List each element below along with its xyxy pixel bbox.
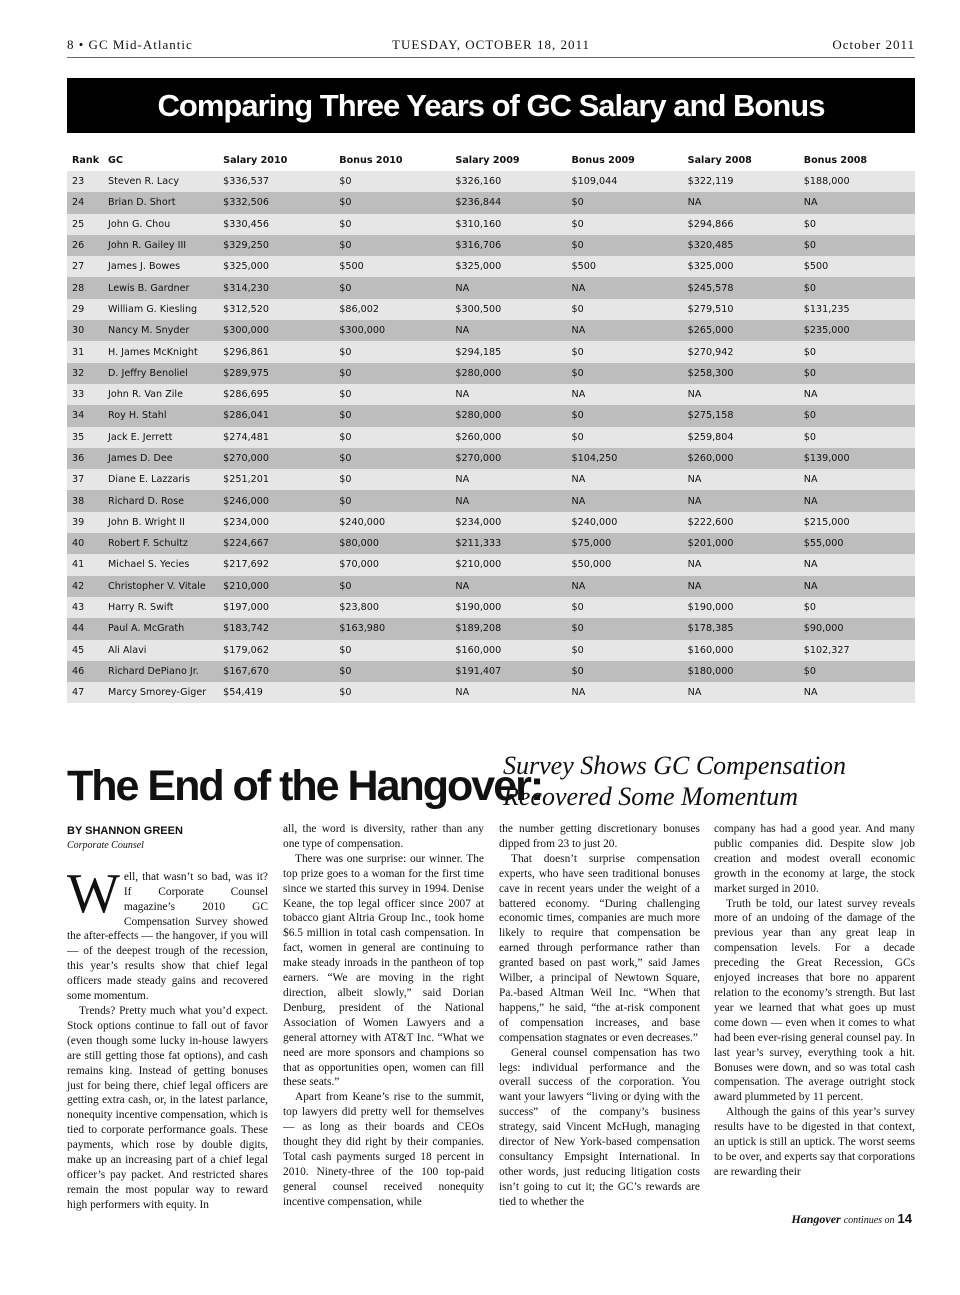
cell-bonus-2010: $300,000 [339,325,386,337]
cell-salary-2009: $234,000 [455,516,502,528]
cell-salary-2009: $191,407 [455,665,502,677]
cell-bonus-2010: $0 [339,431,352,443]
cell-salary-2010: $289,975 [223,367,269,379]
table-row [67,597,915,618]
cell-bonus-2010: $0 [339,474,352,486]
cell-salary-2010: $314,230 [223,282,269,294]
salary-table [67,149,915,703]
cell-salary-2009: $189,208 [455,623,502,635]
cell-bonus-2009: $0 [571,644,584,656]
cell-salary-2010: $251,201 [223,474,269,486]
cell-salary-2008: NA [687,197,702,209]
cell-bonus-2009: NA [571,325,586,337]
cell-rank: 38 [72,495,85,507]
table-row [67,256,915,277]
cell-bonus-2008: $102,327 [803,644,850,656]
cell-salary-2010: $179,062 [223,644,269,656]
jump-label: Hangover [791,1212,841,1226]
cell-salary-2010: $274,481 [223,431,269,443]
cell-salary-2008: $325,000 [687,261,734,273]
jump-continues: continues on [843,1215,895,1226]
cell-bonus-2009: $0 [571,218,584,230]
cell-bonus-2010: $0 [339,665,352,677]
cell-salary-2010: $167,670 [223,665,269,677]
deck-line-1: Survey Shows GC Compensation [503,751,847,780]
cell-salary-2008: $322,119 [687,176,734,188]
cell-salary-2009: $280,000 [455,410,502,422]
table-row [67,363,915,384]
cell-salary-2010: $270,000 [223,453,269,464]
col-header-bonus-2009: Bonus 2009 [571,154,635,166]
cell-bonus-2008: $90,000 [803,623,844,635]
cell-salary-2008: $279,510 [687,303,734,315]
cell-salary-2008: $180,000 [687,665,734,677]
cell-bonus-2008: $0 [803,431,816,443]
cell-bonus-2009: NA [571,474,586,486]
cell-bonus-2010: $0 [339,367,352,379]
table-row [67,427,915,448]
cell-salary-2008: $201,000 [687,538,734,550]
cell-gc: H. James McKnight [108,346,198,358]
cell-bonus-2009: $0 [571,623,584,635]
cell-bonus-2008: $0 [803,665,816,677]
cell-bonus-2009: NA [571,282,586,294]
cell-salary-2008: $294,866 [687,218,734,230]
cell-salary-2010: $329,250 [223,240,269,252]
table-row [67,618,915,639]
article-column-3 [499,822,700,1210]
cell-bonus-2010: $23,800 [339,602,379,614]
drop-cap: W [67,862,120,925]
cell-bonus-2010: $0 [339,240,352,252]
article-paragraph: Trends? Pretty much what you’d expect. Stock options continue to fall out of favor (even though some lucky in-house lawyers are still getting those fat options), and cash remains king. Instead of getting bonuses just for being there, chief legal officers are getting extra cash, or, in the latest parlance, nonequity incentive compensation, which is tied to corporate performance goals. These payments, which rose by double digits, make up an increasing part of a chief legal officer’s pay packet. And restricted shares remain the most popular way to reward high performers with equity. In [67,1004,268,1211]
cell-bonus-2009: $0 [571,197,584,209]
cell-rank: 36 [72,453,85,464]
cell-rank: 26 [72,240,85,252]
table-row [67,448,915,469]
cell-salary-2010: $286,695 [223,389,269,401]
cell-bonus-2008: $0 [803,240,816,252]
byline: BY SHANNON GREEN [67,825,183,837]
table-row [67,661,915,682]
cell-bonus-2008: $0 [803,367,816,379]
cell-salary-2010: $312,520 [223,303,269,315]
article-paragraph: company has had a good year. And many public companies did. Despite slow job creation and modest overall economic growth in the economy at large, the stock market surged in 2010. [714,823,915,895]
cell-gc: Diane E. Lazzaris [108,474,190,486]
cell-rank: 29 [72,303,85,315]
cell-salary-2009: $210,000 [455,559,502,571]
cell-salary-2008: $190,000 [687,602,734,614]
table-row [67,554,915,575]
cell-salary-2009: $300,500 [455,303,502,315]
cell-bonus-2010: $163,980 [339,623,386,635]
table-row [67,533,915,554]
cell-salary-2010: $224,667 [223,538,269,550]
cell-gc: Jack E. Jerrett [108,431,173,443]
jump-line[interactable] [791,1211,912,1227]
cell-gc: Robert F. Schultz [108,538,188,550]
article-paragraph: the number getting discretionary bonuses dipped from 23 to just 20. [499,823,700,850]
cell-bonus-2009: $0 [571,665,584,677]
cell-salary-2008: $275,158 [687,410,734,422]
cell-rank: 35 [72,431,85,443]
cell-bonus-2008: $0 [803,602,816,614]
table-row [67,320,915,341]
cell-bonus-2010: $0 [339,687,352,699]
cell-gc: Richard DePiano Jr. [108,665,199,677]
table-row [67,640,915,661]
cell-rank: 42 [72,580,85,592]
cell-salary-2010: $330,456 [223,218,269,230]
table-row [67,341,915,362]
cell-bonus-2010: $0 [339,218,352,230]
col-header-salary-2009: Salary 2009 [455,154,520,166]
cell-salary-2008: $259,804 [687,431,734,443]
article-column-4 [714,822,915,1180]
cell-bonus-2009: $0 [571,410,584,422]
cell-salary-2009: $294,185 [455,346,502,358]
cell-salary-2008: NA [687,559,702,571]
salary-table-body [67,171,915,703]
cell-salary-2008: NA [687,580,702,592]
article-headline: The End of the Hangover: [67,762,543,810]
cell-bonus-2009: NA [571,580,586,592]
cell-bonus-2008: $139,000 [803,453,850,464]
cell-bonus-2008: NA [803,389,818,401]
table-row [67,214,915,235]
cell-bonus-2009: $0 [571,346,584,358]
jump-page-number: 14 [897,1211,912,1226]
cell-salary-2010: $336,537 [223,176,269,188]
cell-salary-2010: $296,861 [223,346,269,358]
col-header-rank: Rank [72,154,100,166]
deck-line-2: Recovered Some Momentum [503,782,799,811]
cell-salary-2008: $258,300 [687,367,734,379]
cell-bonus-2010: $86,002 [339,303,379,315]
cell-salary-2009: NA [455,495,470,507]
cell-bonus-2010: $500 [339,261,364,273]
col-header-bonus-2010: Bonus 2010 [339,154,403,166]
cell-gc: James D. Dee [108,453,173,464]
cell-salary-2009: NA [455,389,470,401]
cell-rank: 32 [72,367,85,379]
cell-bonus-2008: NA [803,495,818,507]
folio-date: TUESDAY, OCTOBER 18, 2011 [392,37,590,52]
cell-gc: Nancy M. Snyder [108,325,190,337]
cell-salary-2010: $210,000 [223,580,269,592]
table-row [67,469,915,490]
cell-gc: Richard D. Rose [108,495,185,507]
cell-salary-2009: NA [455,325,470,337]
cell-bonus-2008: $188,000 [803,176,850,188]
cell-gc: Roy H. Stahl [108,410,167,422]
col-header-gc: GC [108,154,123,166]
col-header-salary-2010: Salary 2010 [223,154,288,166]
cell-gc: John R. Van Zile [108,389,183,401]
cell-bonus-2009: $50,000 [571,559,612,571]
folio-issue: October 2011 [832,37,915,52]
col-header-bonus-2008: Bonus 2008 [803,154,868,166]
article-paragraph: all, the word is diversity, rather than any one type of compensation. [283,823,484,850]
cell-gc: Marcy Smorey-Giger [108,687,207,699]
cell-salary-2008: $265,000 [687,325,734,337]
cell-rank: 23 [72,176,85,188]
article-paragraph: Truth be told, our latest survey reveals more of an undoing of the damage of the previous year than any great leap in compensation levels. For a decade preceding the Great Recession, GCs enjoyed increases that bore no apparent relation to the economy’s strength. But last year we learned that what goes up must come down — even when it comes to what had been ever-rising general counsel pay. In last year’s survey, everything took a hit. Bonuses were down, and so was total cash compensation. The average outright stock award plummeted by 11 percent. [714,897,915,1104]
cell-bonus-2009: NA [571,687,586,699]
cell-bonus-2008: NA [803,559,818,571]
cell-rank: 41 [72,559,85,571]
cell-bonus-2008: $131,235 [803,303,850,315]
cell-rank: 33 [72,389,85,401]
cell-salary-2009: NA [455,687,470,699]
article-paragraph: General counsel compensation has two legs: individual performance and the overall success of the corporation. You want your lawyers “living or dying with the success” of the company’s business strategy, said Vincent McHugh, managing director of New York-based compensation consultancy Empsight International. In other words, just reducing litigation costs isn’t going to cut it; the GC’s rewards are tied to whether the [499,1046,700,1208]
cell-salary-2009: $270,000 [455,453,502,464]
cell-bonus-2008: NA [803,474,818,486]
cell-bonus-2010: $70,000 [339,559,379,571]
cell-salary-2009: $280,000 [455,367,502,379]
cell-bonus-2010: $0 [339,495,352,507]
cell-salary-2009: $260,000 [455,431,502,443]
cell-salary-2009: NA [455,282,470,294]
cell-bonus-2009: NA [571,389,586,401]
article-deck [503,750,846,812]
cell-rank: 46 [72,665,85,677]
cell-salary-2008: NA [687,495,702,507]
cell-salary-2009: $211,333 [455,538,502,550]
cell-salary-2008: $260,000 [687,453,734,464]
cell-bonus-2009: $240,000 [571,516,618,528]
cell-gc: Harry R. Swift [108,602,174,614]
cell-salary-2008: NA [687,687,702,699]
cell-salary-2010: $332,506 [223,197,269,209]
cell-salary-2009: NA [455,580,470,592]
cell-gc: Michael S. Yecies [108,559,190,571]
cell-salary-2009: $316,706 [455,240,502,252]
cell-salary-2010: $183,742 [223,623,269,635]
cell-bonus-2010: $0 [339,389,352,401]
cell-salary-2009: $236,844 [455,197,502,209]
table-row [67,235,915,256]
table-row [67,277,915,298]
cell-rank: 24 [72,197,85,209]
cell-salary-2009: $160,000 [455,644,502,656]
cell-gc: John R. Gailey III [108,240,187,252]
cell-salary-2010: $197,000 [223,602,269,614]
table-row [67,405,915,426]
table-row [67,682,915,703]
cell-bonus-2010: $0 [339,197,352,209]
cell-bonus-2008: $215,000 [803,516,850,528]
article-paragraph: Although the gains of this year’s survey results have to be digested in that context, an uptick is still an uptick. The worst seems to be over, and experts say that corporations are rewarding their [714,1106,915,1178]
cell-salary-2008: NA [687,389,702,401]
table-row [67,384,915,405]
cell-rank: 45 [72,644,85,656]
cell-salary-2009: NA [455,474,470,486]
article-paragraph: Well, that wasn’t so bad, was it? If Corporate Counsel magazine’s 2010 GC Compensation Survey showed the after-effects — the hangover, if you will — of the deepest trough of the recession, this year’s results show that chief legal officers made steady gains and recovered some momentum. [67,862,268,1003]
cell-rank: 25 [72,218,85,230]
cell-bonus-2009: $0 [571,431,584,443]
cell-salary-2008: $222,600 [687,516,734,528]
cell-salary-2010: $54,419 [223,687,263,699]
cell-salary-2008: NA [687,474,702,486]
cell-gc: Brian D. Short [108,197,176,209]
cell-bonus-2010: $0 [339,580,352,592]
cell-rank: 47 [72,687,85,699]
cell-gc: Steven R. Lacy [108,176,180,188]
article-column-2 [283,822,484,1210]
cell-bonus-2009: $0 [571,240,584,252]
cell-bonus-2008: $0 [803,282,816,294]
cell-bonus-2010: $0 [339,410,352,422]
article-paragraph: There was one surprise: our winner. The top prize goes to a woman for the first time since we started this survey in 1994. Denise Keane, the top legal officer since 2007 at tobacco giant Altria Group Inc., took home $6.5 million in total cash compensation. In fact, women in general are continuing to make steady inroads in the pantheon of top earners. “We are moving in the right direction, albeit slowly,” said Dorian Denburg, president of the National Association of Women Lawyers and a general attorney with AT&T Inc. “What we need are more sponsors and champions so that as opportunities open, women can fill these seats.” [283,852,484,1089]
cell-salary-2008: $270,942 [687,346,734,358]
article-column-1 [67,822,268,1213]
cell-rank: 43 [72,602,85,614]
cell-salary-2008: $320,485 [687,240,734,252]
table-row [67,490,915,511]
article-paragraph: That doesn’t surprise compensation experts, who have seen traditional bonuses cave in recent years under the weight of a battered economy. “During challenging economic times, companies are much more likely to require that compensation be earned through performance rather than granted based on past work,” said James Wilber, a principal of Newtown Square, Pa.-based Altman Weil Inc. “When that happens,” he said, “the at-risk component of compensation increases, and base compensation stagnates or even decreases.” [499,852,700,1044]
cell-bonus-2010: $0 [339,644,352,656]
cell-gc: D. Jeffry Benoliel [108,367,188,379]
cell-rank: 34 [72,410,85,422]
cell-bonus-2008: NA [803,687,818,699]
cell-salary-2008: $245,578 [687,282,734,294]
cell-rank: 39 [72,516,85,528]
cell-rank: 30 [72,325,85,337]
cell-rank: 28 [72,282,85,294]
cell-rank: 37 [72,474,85,486]
cell-bonus-2008: $0 [803,346,816,358]
cell-bonus-2008: $0 [803,410,816,422]
cell-bonus-2009: NA [571,495,586,507]
cell-gc: William G. Kiesling [108,303,198,315]
cell-salary-2010: $246,000 [223,495,269,507]
table-row [67,171,915,192]
cell-salary-2010: $300,000 [223,325,269,337]
cell-bonus-2009: $500 [571,261,596,273]
table-title-banner: Comparing Three Years of GC Salary and Bonus [67,78,915,133]
cell-rank: 27 [72,261,85,273]
cell-bonus-2008: $0 [803,218,816,230]
cell-salary-2008: $160,000 [687,644,734,656]
cell-gc: John B. Wright II [108,516,185,528]
folio-page-section: 8 • GC Mid-Atlantic [67,37,193,52]
cell-bonus-2010: $80,000 [339,538,379,550]
byline-title: Corporate Counsel [67,839,144,851]
cell-bonus-2009: $0 [571,367,584,379]
cell-gc: Lewis B. Gardner [108,282,190,294]
cell-bonus-2010: $240,000 [339,516,386,528]
cell-gc: James J. Bowes [108,261,181,273]
cell-bonus-2008: $55,000 [803,538,844,550]
cell-rank: 40 [72,538,85,550]
table-row [67,576,915,597]
cell-salary-2009: $310,160 [455,218,502,230]
cell-salary-2009: $325,000 [455,261,502,273]
cell-salary-2010: $286,041 [223,410,269,422]
cell-bonus-2008: $235,000 [803,325,850,337]
cell-bonus-2009: $104,250 [571,453,618,464]
cell-salary-2010: $217,692 [223,559,269,571]
cell-gc: Christopher V. Vitale [108,580,206,592]
article-paragraph: Apart from Keane’s rise to the summit, top lawyers did pretty well for themselves — as long as their boards and CEOs thought they did right by their companies. Total cash payments surged 18 percent in 2010. Ninety-three of the 100 top-paid general counsel received nonequity incentive compensation, while [283,1091,484,1208]
page-folio [67,35,915,58]
cell-bonus-2009: $0 [571,303,584,315]
cell-bonus-2010: $0 [339,176,352,188]
cell-gc: Paul A. McGrath [108,623,185,635]
cell-salary-2009: $326,160 [455,176,502,188]
cell-bonus-2008: $500 [803,261,829,273]
table-header-row [67,149,915,171]
cell-gc: John G. Chou [108,218,171,230]
cell-gc: Ali Alavi [108,644,147,656]
cell-bonus-2009: $75,000 [571,538,612,550]
cell-bonus-2009: $0 [571,602,584,614]
cell-bonus-2008: NA [803,580,818,592]
table-row [67,192,915,213]
cell-salary-2008: $178,385 [687,623,734,635]
cell-bonus-2010: $0 [339,282,352,294]
table-row [67,299,915,320]
cell-salary-2010: $234,000 [223,516,269,528]
cell-bonus-2008: NA [803,197,818,209]
cell-rank: 44 [72,623,85,635]
cell-bonus-2010: $0 [339,346,352,358]
cell-bonus-2009: $109,044 [571,176,618,188]
col-header-salary-2008: Salary 2008 [687,154,752,166]
cell-salary-2009: $190,000 [455,602,502,614]
table-row [67,512,915,533]
cell-rank: 31 [72,346,85,358]
cell-salary-2010: $325,000 [223,261,269,273]
cell-bonus-2010: $0 [339,453,352,464]
